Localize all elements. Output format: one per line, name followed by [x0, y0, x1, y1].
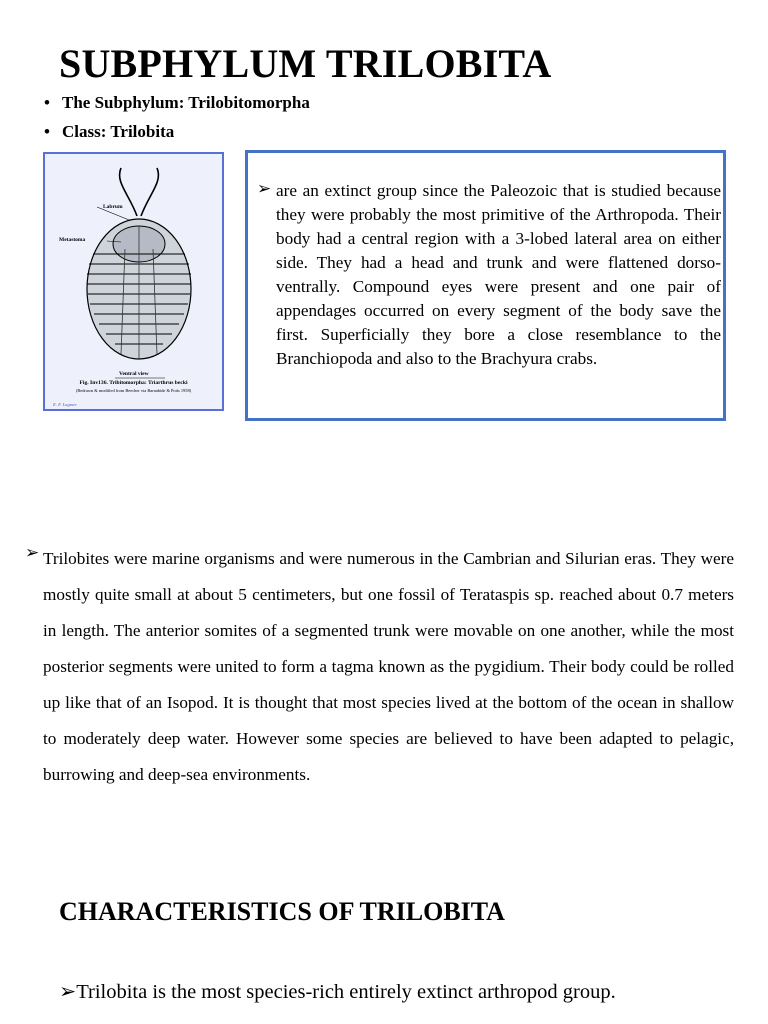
taxonomy-subphylum — [44, 93, 310, 113]
page-title: SUBPHYLUM TRILOBITA — [59, 41, 552, 86]
characteristic-item — [59, 979, 616, 1004]
characteristic-text: Trilobita is the most species-rich entirely extinct arthropod group. — [76, 981, 616, 1003]
main-paragraph: Trilobites were marine organisms and were numerous in the Cambrian and Silurian eras. They were mostly quite small at about 5 centimeters, but one fossil of Terataspis sp. reached about 0.7 meters in length. The anterior somites of a segmented trunk were movable on one another, while the most posterior segments were united to form a tagma known as the pygidium. Their body could be rolled up like that of an Isopod. It is thought that most species lived at the bottom of the ocean in shallow to moderately deep water. However some species are believed to have been adapted to pelagic, burrowing and deep-sea environments. — [43, 549, 734, 784]
label-metastoma: Metastoma — [59, 237, 86, 243]
trilobite-figure — [43, 152, 224, 411]
class-text: Class: Trilobita — [62, 122, 175, 141]
label-labrum: Labrum — [103, 204, 123, 210]
label-ventral-view: Ventral view — [119, 371, 149, 377]
arrow-bullet-icon: ➢ — [59, 981, 77, 1003]
bullet-point: • — [44, 122, 50, 141]
figure-caption: Fig. Inv136. Tribitomorpha: Triarthrus becki — [79, 380, 188, 386]
bullet-point: • — [44, 93, 50, 112]
taxonomy-class — [44, 122, 174, 142]
characteristics-heading: CHARACTERISTICS OF TRILOBITA — [59, 897, 505, 926]
intro-text: are an extinct group since the Paleozoic that is studied because they were probably the most primitive of the Arthropoda. Their body had a central region with a 3-lobed lateral area on either side. They had a head and trunk and were flattened dorso-ventrally. Compound eyes were present and one pair of appendages occurred on every segment of the body save the first. Superficially they bore a close resemblance to the Branchiopoda and also to the Brachyura crabs. — [276, 181, 721, 368]
intro-box — [245, 150, 726, 421]
figure-credit: E. F. Lagmer — [53, 402, 77, 407]
arrow-bullet-icon: ➢ — [257, 179, 272, 198]
arrow-bullet-icon: ➢ — [25, 543, 40, 562]
figure-subcaption: (Redrawn & modified from Beecher via Barnabide & Potts 1958) — [75, 388, 192, 393]
subphylum-text: The Subphylum: Trilobitomorpha — [62, 93, 310, 112]
